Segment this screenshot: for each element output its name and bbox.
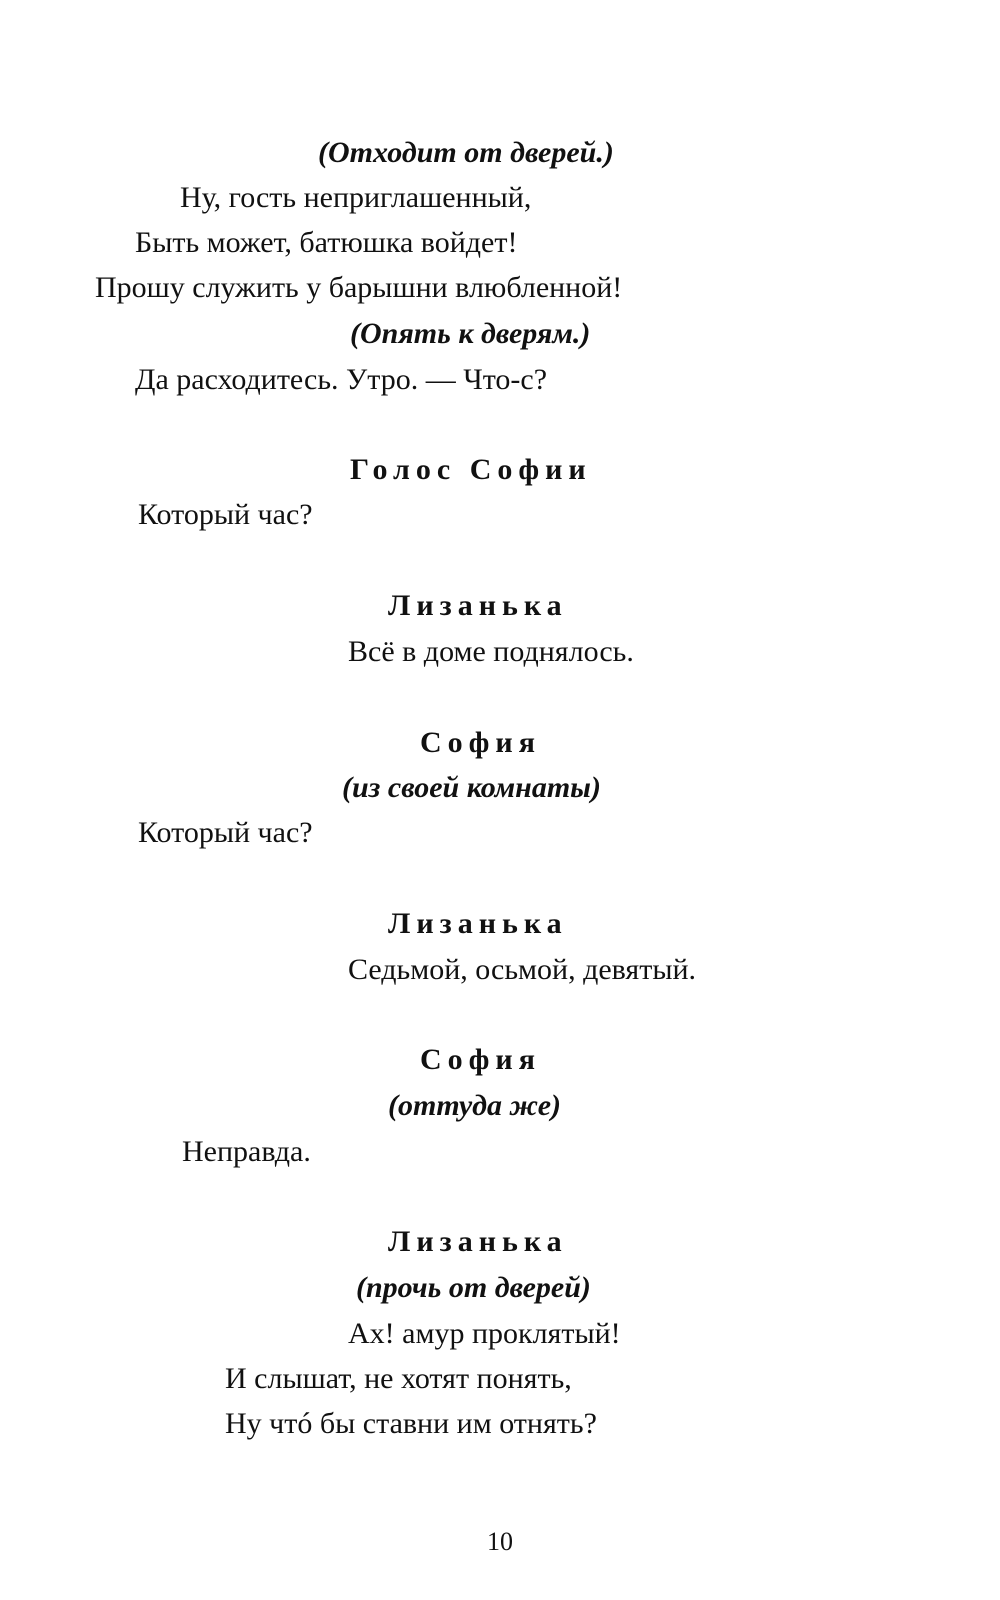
stage-direction: (из своей комнаты) bbox=[342, 771, 601, 804]
verse-line: Седьмой, осьмой, девятый. bbox=[348, 953, 697, 986]
stage-direction: (оттуда же) bbox=[388, 1089, 561, 1122]
verse-line: Ах! амур проклятый! bbox=[348, 1317, 621, 1350]
stage-direction: (Отходит от дверей.) bbox=[318, 136, 614, 169]
verse-line: Неправда. bbox=[182, 1135, 311, 1168]
verse-line: И слышат, не хотят понять, bbox=[225, 1362, 572, 1395]
page-number: 10 bbox=[487, 1527, 513, 1556]
stage-direction: (прочь от дверей) bbox=[356, 1271, 591, 1304]
verse-line: Всё в доме поднялось. bbox=[348, 635, 634, 668]
stage-direction: (Опять к дверям.) bbox=[350, 317, 591, 350]
verse-line: Ну чтó бы ставни им отнять? bbox=[225, 1407, 597, 1440]
speaker-name: Лизанька bbox=[388, 1225, 568, 1258]
speaker-name: Лизанька bbox=[388, 589, 568, 622]
verse-line: Который час? bbox=[138, 816, 313, 849]
verse-line: Ну, гость неприглашенный, bbox=[180, 181, 532, 214]
verse-line: Который час? bbox=[138, 498, 313, 531]
verse-line: Прошу служить у барышни влюбленной! bbox=[95, 271, 623, 304]
verse-line: Да расходитесь. Утро. — Что-с? bbox=[135, 363, 548, 396]
verse-line: Быть может, батюшка войдет! bbox=[135, 226, 518, 259]
speaker-name: София bbox=[420, 726, 541, 759]
speaker-name: София bbox=[420, 1043, 541, 1076]
speaker-name: Голос Софии bbox=[350, 453, 592, 486]
speaker-name: Лизанька bbox=[388, 907, 568, 940]
